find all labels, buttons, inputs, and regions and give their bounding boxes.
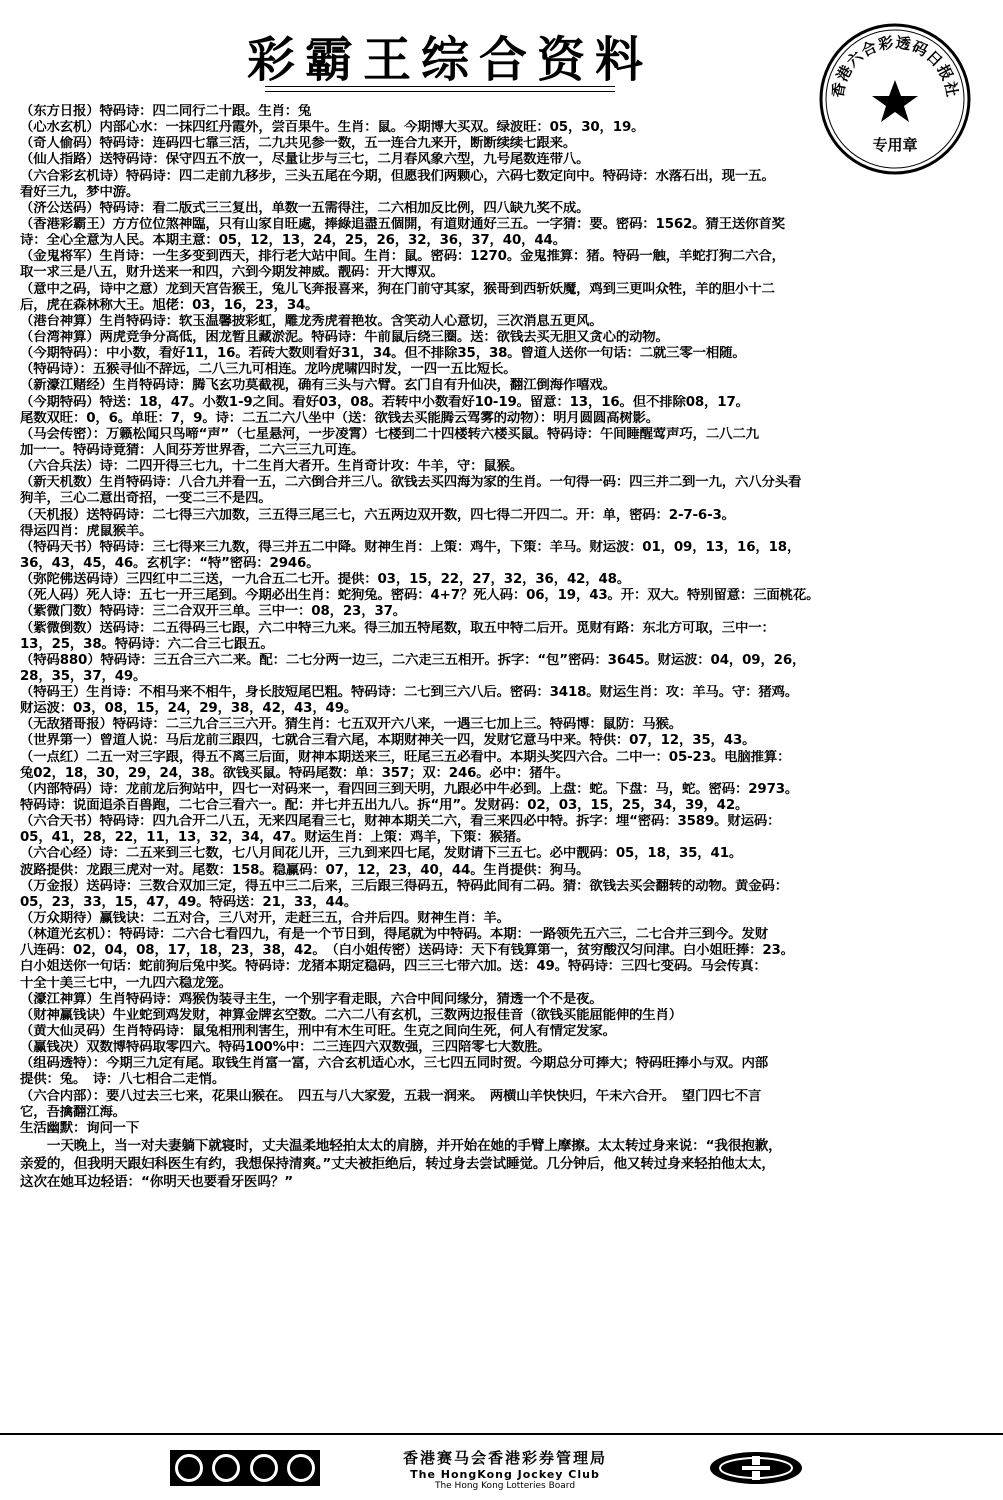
text-line: 波路提供：龙跟三虎对一对。尾数：158。稳赢码：07，12，23，40，44。生肖提供：狗马。 [20, 862, 590, 878]
text-line: （一点红）二五一对三字跟，得五不离三后面，财神本期送来三，旺尾三五必看中。本期头奖四六合。二中一：05-23。电脑推算： [20, 749, 791, 765]
text-line: 看好三九，梦中游。 [20, 184, 140, 200]
seal-center-text: 专用章 [872, 136, 918, 154]
footer-divider [0, 1433, 1003, 1435]
text-line: （六合天书）特码诗：四九合开二八五，无来四尾看三七，财神本期关二六，看三来四必中特。拆字：埋“密码：3589。财运码： [20, 814, 781, 830]
text-line: 狗羊，三心二意出奇招，一变二三不是四。 [20, 491, 272, 507]
text-line: 05，23，33，15，47，49。特码送：21，33，44。 [20, 894, 358, 910]
footer-org-en: The HongKong Jockey Club [410, 1468, 600, 1481]
text-line: （意中之码，诗中之意）龙到天宫告猴王，兔儿飞奔报喜来，狗在门前守其家，猴哥到西斩妖魔，鸡到三更叫众牲，羊的胆小十二 [20, 281, 775, 297]
title-underline [265, 86, 615, 92]
text-line: 后，虎在森林称大王。旭佬：03，16，23，34。 [20, 297, 319, 313]
text-line: （特码王）生肖诗：不相马来不相牛，身长肢短尾巴粗。特码诗：二七到三六八后。密码：3418。财运生肖：攻：羊马。守：猪鸡。 [20, 685, 799, 701]
text-line: 尾数双旺：0，6。单旺：7，9。诗：二五二六八坐中（送：欲钱去买能腾云驾雾的动物）：明月圆圆高树影。 [20, 410, 660, 426]
text-line: 得运四肖：虎鼠猴羊。 [20, 523, 153, 539]
text-line: （特码天书）特码诗：三七得来三九数，得三并五二中降。财神生肖：上策：鸡牛，下策：羊马。财运波：01，09，13，16，18， [20, 539, 801, 555]
text-line: （六合彩玄机诗）特码诗：四二走前九移步，三头五尾在今期，但愿我们两颗心，六码七数定向中。特码诗：水落石出，现一五。 [20, 168, 775, 184]
text-line: （特码880）特码诗：三五合三六二来。配：二七分两一边三，二六走三五相开。拆字：“包”密码：3645。财运波：04，09，26， [20, 652, 806, 668]
jockey-club-logo-icon [708, 1450, 804, 1486]
text-line: （马会传密）：万籁松闻只鸟啼“声”（七星悬河，一步凌霄）七楼到二十四楼转六楼买鼠。特码诗：午间睡醒莺声巧，二八二九 [20, 426, 759, 442]
text-line: 诗：全心全意为人民。本期主意：05，12，13，24，25，26，32，36，37，40，44。 [20, 233, 566, 249]
text-line: （赢钱决）双数博特码取零四六。特码100%中：二三连四六双数强，三四陪零七大数胜。 [20, 1040, 551, 1056]
text-line: （濠江神算）生肖特码诗：鸡猴伪装寻主生，一个别字看走眼，六合中间问缘分，猜透一个不是夜。 [20, 991, 603, 1007]
text-line: （六合心经）诗：二五来到三七数，七八月间花儿开，三九到来四七尾，发财请下三五七。必中靓码：05，18，35，41。 [20, 846, 743, 862]
text-line: 特码诗：说面追杀百兽跑，二七合三看六一。配：并七并五出九八。拆“用”。发财码：02，03，15，25，34，39，42。 [20, 798, 749, 814]
text-line: （济公送码）特码诗：看二版式三三复出，单数一五需得注，二六相加反比例，四八缺九奖不成。 [20, 200, 590, 216]
text-line: （紫微倒数）送码诗：二五得码三七跟，六二中特三九来。得三加五特尾数，取五中特二后开。觅财有路：东北方可取，三中一： [20, 620, 775, 636]
story-line: 一天晚上，当一对夫妻躺下就寝时，丈夫温柔地轻拍太太的肩膀，并开始在她的手臂上摩擦。太太转过身来说：“我很抱歉， [20, 1138, 782, 1154]
text-line: 取一求三是八五，财升送来一和四，六到今期发神威。靓码：开大博双。 [20, 265, 444, 281]
text-line: （六合兵法）诗：二四开得三七九，十二生肖大者开。生肖奇计攻：牛羊，守：鼠猴。 [20, 459, 524, 475]
main-content [20, 104, 988, 1191]
text-line: （六合内部）：要八过去三七来，花果山猴在。 四五与八大家爱，五栽一润来。 两横山羊快快归，午未六合开。 望门四七不言 [20, 1088, 762, 1104]
text-line: 八连码：02，04，08，17，18，23，38，42。 （白小姐传密）送码诗：天下有钱算第一，贫穷酸汉匀问津。白小姐旺捧：23。 [20, 943, 794, 959]
text-line: （天机报）送特码诗：二七得三六加数，三五得三尾三七，六五两边双开数，四七得二开四二。开：单，密码：2-7-6-3。 [20, 507, 735, 523]
text-line: （万众期待）赢钱诀：二五对合，三八对开，走赶三五，合并后四。财神生肖：羊。 [20, 911, 510, 927]
text-line: （特码诗）：五猴寻仙不辞远，二八三九可相连。龙吟虎啸四时发，一四一五比短长。 [20, 362, 517, 378]
text-line: 财运波：03，08，15，24，29，38，42，43，49。 [20, 701, 358, 717]
lottery-logo-icon [170, 1450, 320, 1486]
text-line: 十全十美三七中，一九四六稳龙笼。 [20, 975, 232, 991]
text-line: （新天机数）生肖特码诗：八合九并看一五，二六倒合并三八。欲钱去买四海为家的生肖。一句得一码：四三并二到一九，六八分头看 [20, 475, 802, 491]
text-line: （香港彩霸王）方方位位煞神臨，只有山家自旺處，捧綠追盡五個開，有道财通好三五。一字猜：要。密码：1562。猜王送你首奖 [20, 216, 785, 232]
text-line: 生活幽默：询问一下 [20, 1120, 140, 1136]
story-line: 亲爱的，但我明天跟妇科医生有约，我想保持清爽。”丈夫被拒绝后，转过身去尝试睡觉。几分钟后，他又转过身来轻拍他太太， [20, 1156, 775, 1172]
text-line: （世界第一）曾道人说：马后龙前三跟四，七就合三看六尾，本期财神关一四，发财它意马中来。特供：07，12，35，43。 [20, 733, 756, 749]
text-line: 白小姐送你一句话：蛇前狗后兔中奖。特码诗：龙猪本期定稳码，四三三七带六加。送：49。特码诗：三四七变码。马会传真： [20, 959, 767, 975]
text-line: （内部特码）诗：龙前龙后狗站中，四七一对码来一，看四回三到天明，九跟必中牛必到。上盘：蛇。下盘：马，蛇。密码：2973。 [20, 781, 799, 797]
text-line: （港台神算）生肖特码诗：软玉温馨披彩虹，雕龙秀虎着艳妆。含笑动人心意切，三次消息五更风。 [20, 313, 603, 329]
text-line: （无敌猪哥报）特码诗：二三九合三三六开。猜生肖：七五双开六八来，一遇三七加上三。特码博：鼠防：马猴。 [20, 717, 683, 733]
text-line: （死人码）死人诗：五七一开三尾到。今期必出生肖：蛇狗兔。密码：4+7？死人码：06，19，43。开：双大。特别留意：三面桃花。 [20, 588, 820, 604]
text-line: 提供：兔。 诗：八七相合二走悄。 [20, 1072, 226, 1088]
text-line: （林道光玄机）：特码诗：二六合七看四九，有是一个节日到，得尾就为中特码。本期：一路领先五六三，二七合并三到今。发财 [20, 927, 769, 943]
text-line: 05，41，28，22，11，13，32，34，47。财运生肖：上策：鸡羊，下策：猴猪。 [20, 830, 530, 846]
text-line: （紫微门数）特码诗：三二合双开三单。三中一：08，23，37。 [20, 604, 407, 620]
text-line: 13，25，38。特码诗：六二合三七跟五。 [20, 636, 274, 652]
page-title: 彩霸王综合资料 [246, 32, 653, 88]
text-line: （仙人指路）送特码诗：保守四五不放一，尽量让步与三七，二月春风象六型，九号尾数连带八。 [20, 152, 590, 168]
text-line: （台湾神算）两虎竞争分高低，困龙暂且藏淤泥。特码诗：牛前鼠后绕三圈。送：欲钱去买无胆又贪心的动物。 [20, 329, 669, 345]
text-line: （新濠江赌经）生肖特码诗：腾飞玄功莫截视，确有三头与六臂。玄门自有升仙决，翻江倒海作嘻戏。 [20, 378, 616, 394]
text-line: 28，35，37，49。 [20, 668, 147, 684]
text-line: （今期特码）：中小数，看好11，16。若砖大数则看好31，34。但不排除35，38。曾道人送你一句话：二就三零一相随。 [20, 346, 746, 362]
footer-org-en-sub: The Hong Kong Lotteries Board [434, 1481, 576, 1491]
text-line: 兔02，18，30，29，24，38。欲钱买鼠。特码尾数：单：357；双：246。必中：猪牛。 [20, 765, 569, 781]
text-line: 36，43，45，46。玄机字：“特”密码：2946。 [20, 555, 320, 571]
text-line: （东方日报）特码诗：四二同行二十跟。生肖：兔 [20, 104, 312, 119]
seal-ring-text: 香港六合彩透码日报社 [828, 33, 962, 100]
story-line: 这次在她耳边轻语：“你明天也要看牙医吗？” [20, 1174, 293, 1190]
text-line: （心水玄机）内部心水：一抹四红丹霞外，尝百果牛。生肖：鼠。今期博大买双。绿波旺：05，30，19。 [20, 120, 645, 136]
text-line: （万金报）送码诗：三数合双加三定，得五中三二后来，三后跟三得码五，特码此间有二码。猜：欲钱去买会翻转的动物。黄金码： [20, 878, 788, 894]
text-line: 它，吾擒翻江海。 [20, 1104, 126, 1120]
text-line: （奇人偷码）特码诗：连码四七靠三活，二九共见参一数，五一连合九来开，断断续续七跟来。 [20, 136, 577, 152]
text-line: （金鬼将军）生肖诗：一生多变到西天，排行老大站中间。生肖：鼠。密码：1270。金鬼推算：猪。特码一触，羊蛇打狗二六合， [20, 249, 785, 265]
footer-org-cn: 香港赛马会香港彩券管理局 [402, 1449, 607, 1467]
text-line: 加一一。特码诗竟猜：人间芬芳世界香，二六三三九可连。 [20, 442, 365, 458]
text-line: （今期特码）特送：18，47。小数1-9之间。看好03，08。若转中小数看好10-19。留意：13，16。但不排除08，17。 [20, 394, 749, 410]
text-line: （黄大仙灵码）生肖特码诗：鼠兔相刑利害生，刑中有木生可旺。生克之间向生死，何人有情定发家。 [20, 1024, 616, 1040]
text-line: （财神赢钱诀）牛业蛇到鸡发财，神算金牌玄空数。二六二八有玄机，三数两边报佳音（欲钱买能屈能伸的生肖） [20, 1007, 683, 1023]
text-line: （组码透特）：今期三九定有尾。取钱生肖富一富，六合玄机适心水，三七四五同时贺。今期总分可捧大；特码旺捧小与双。内部 [20, 1056, 769, 1072]
footer-organization [340, 1448, 670, 1492]
text-line: （弥陀佛送码诗）三四红中二三送，一九合五二七开。提供：03，15，22，27，32，36，42，48。 [20, 572, 631, 588]
